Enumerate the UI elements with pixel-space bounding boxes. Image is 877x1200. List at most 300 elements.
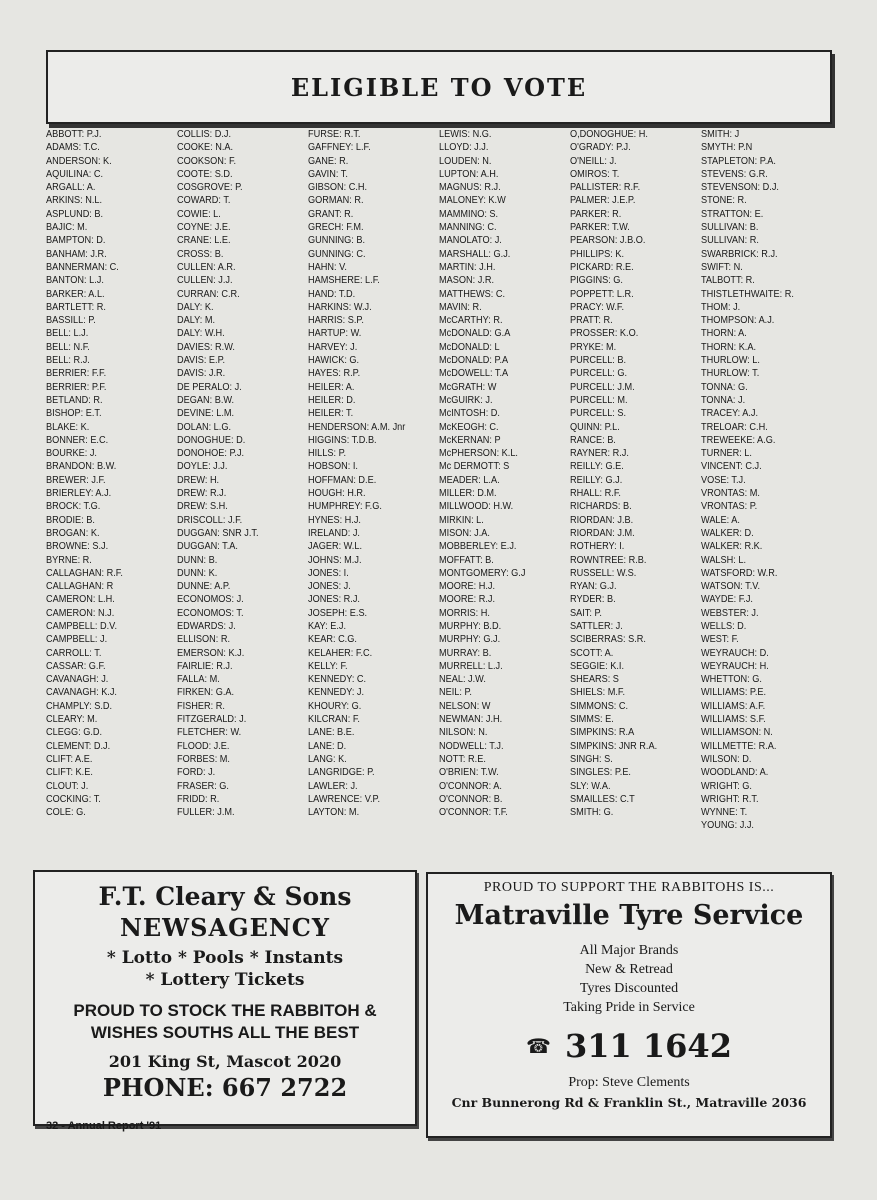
voter-name: LOUDEN: N. bbox=[439, 155, 492, 167]
voter-name: THURLOW: T. bbox=[701, 368, 760, 380]
voter-name: DONOGHUE: D. bbox=[177, 434, 246, 446]
voter-name: WYNNE: T. bbox=[701, 807, 748, 819]
voter-name: BYRNE: R. bbox=[46, 554, 92, 566]
ad-service-item: Tyres Discounted bbox=[579, 981, 679, 996]
page-footer: 32 - Annual Report '91 bbox=[46, 1120, 162, 1132]
voter-name: PURCELL: G. bbox=[570, 368, 628, 380]
voter-name: LANE: D. bbox=[308, 740, 347, 752]
voter-name: MURPHY: G.J. bbox=[439, 634, 501, 646]
voter-name: WATSFORD: W.R. bbox=[701, 567, 778, 579]
voter-name: WILLIAMS: P.E. bbox=[701, 687, 767, 699]
voter-name: DAVIS: E.P. bbox=[177, 355, 226, 367]
voter-name: COWARD: T. bbox=[177, 195, 231, 207]
voter-column-6 bbox=[701, 128, 832, 858]
ad-business-type: NEWSAGENCY bbox=[119, 913, 331, 942]
voter-name: THURLOW: L. bbox=[701, 355, 760, 367]
voter-name: RANCE: B. bbox=[570, 434, 616, 446]
voter-name: SATTLER: J. bbox=[570, 620, 623, 632]
voter-name: SMYTH: P.N bbox=[701, 142, 753, 154]
voter-name: SINGH: S. bbox=[570, 753, 613, 765]
voter-name: BERRIER: P.F. bbox=[46, 381, 107, 393]
voter-name: WEBSTER: J. bbox=[701, 607, 759, 619]
voter-name: WILSON: D. bbox=[701, 753, 752, 765]
ad-message-line: WISHES SOUTHS ALL THE BEST bbox=[90, 1023, 360, 1042]
voter-name: PARKER: R. bbox=[570, 208, 622, 220]
voter-name: PEARSON: J.B.O. bbox=[570, 235, 646, 247]
voter-name: BRIERLEY: A.J. bbox=[46, 488, 112, 500]
voter-name: FLOOD: J.E. bbox=[177, 740, 230, 752]
voter-name: COOTE: S.D. bbox=[177, 168, 233, 180]
ad-business-name: Matraville Tyre Service bbox=[454, 900, 804, 931]
voter-name: CAMPBELL: D.V. bbox=[46, 620, 118, 632]
voter-name: BELL: R.J. bbox=[46, 355, 90, 367]
voter-name: BAMPTON: D. bbox=[46, 235, 106, 247]
voter-name: BROCK: T.G. bbox=[46, 501, 101, 513]
voter-name: DREW: S.H. bbox=[177, 501, 228, 513]
voter-name: BANNERMAN: C. bbox=[46, 261, 119, 273]
voter-name: BERRIER: F.F. bbox=[46, 368, 107, 380]
ad-business-name: F.T. Cleary & Sons bbox=[98, 882, 352, 911]
voter-name: O'NEILL: J. bbox=[570, 155, 617, 167]
voter-name: MATTHEWS: C. bbox=[439, 288, 506, 300]
voter-name: BROGAN: K. bbox=[46, 527, 100, 539]
voter-name: SIMMONS: C. bbox=[570, 700, 629, 712]
voter-name: SWARBRICK: R.J. bbox=[701, 248, 778, 260]
ad-proprietor: Prop: Steve Clements bbox=[568, 1075, 690, 1090]
voter-name: SCIBERRAS: S.R. bbox=[570, 634, 646, 646]
voter-column-2 bbox=[177, 128, 308, 858]
voter-name: PRACY: W.F. bbox=[570, 301, 625, 313]
voter-name: COOKE: N.A. bbox=[177, 142, 234, 154]
voter-name: VRONTAS: P. bbox=[701, 501, 758, 513]
voter-name: SWIFT: N. bbox=[701, 261, 743, 273]
voter-name: FAIRLIE: R.J. bbox=[177, 660, 233, 672]
voter-name: THISTLETHWAITE: R. bbox=[701, 288, 794, 300]
voter-name: CAMPBELL: J. bbox=[46, 634, 108, 646]
voter-name: DAVIS: J.R. bbox=[177, 368, 226, 380]
voter-name: BANTON: L.J. bbox=[46, 275, 104, 287]
voter-name: FISHER: R. bbox=[177, 700, 225, 712]
voter-name: SULLIVAN: R. bbox=[701, 235, 759, 247]
voter-name: GIBSON: C.H. bbox=[308, 182, 368, 194]
voter-name: HOBSON: I. bbox=[308, 461, 358, 473]
voter-name: PRYKE: M. bbox=[570, 341, 617, 353]
voter-name: NODWELL: T.J. bbox=[439, 740, 504, 752]
voter-name: PROSSER: K.O. bbox=[570, 328, 639, 340]
voter-name: McKEOGH: C. bbox=[439, 421, 499, 433]
voter-name: GUNNING: C. bbox=[308, 248, 366, 260]
voter-name: AQUILINA: C. bbox=[46, 168, 104, 180]
voter-name: Mc DERMOTT: S bbox=[439, 461, 510, 473]
voter-name: STEVENSON: D.J. bbox=[701, 182, 779, 194]
voter-name: KEAR: C.G. bbox=[308, 634, 357, 646]
newsagency-ad bbox=[33, 870, 417, 1126]
voter-column-4 bbox=[439, 128, 570, 858]
voter-name: KILCRAN: F. bbox=[308, 714, 360, 726]
voter-name: SCOTT: A. bbox=[570, 647, 614, 659]
voter-name: BETLAND: R. bbox=[46, 394, 103, 406]
voter-name: PURCELL: M. bbox=[570, 394, 628, 406]
voter-name: MURPHY: B.D. bbox=[439, 620, 502, 632]
voter-name: TONNA: G. bbox=[701, 381, 748, 393]
voter-name: WOODLAND: A. bbox=[701, 767, 769, 779]
voter-name: FULLER: J.M. bbox=[177, 807, 235, 819]
voter-name: HYNES: H.J. bbox=[308, 514, 361, 526]
voter-name: MILLER: D.M. bbox=[439, 488, 497, 500]
voter-name: FALLA: M. bbox=[177, 674, 220, 686]
voter-name: DUNN: K. bbox=[177, 567, 218, 579]
voter-name: COLE: G. bbox=[46, 807, 86, 819]
voter-name: DE PERALO: J. bbox=[177, 381, 242, 393]
voter-name: DUNNE: A.P. bbox=[177, 581, 231, 593]
voter-name: STRATTON: E. bbox=[701, 208, 764, 220]
voter-name: DUGGAN: T.A. bbox=[177, 541, 238, 553]
voter-name: MAVIN: R. bbox=[439, 301, 482, 313]
voter-name: NEAL: J.W. bbox=[439, 674, 486, 686]
voter-name: PICKARD: R.E. bbox=[570, 261, 634, 273]
voter-name: WILLIAMSON: N. bbox=[701, 727, 773, 739]
voter-name: CAMERON: L.H. bbox=[46, 594, 115, 606]
voter-name: WELLS: D. bbox=[701, 620, 747, 632]
voter-name: KENNEDY: J. bbox=[308, 687, 365, 699]
voter-name: ELLISON: R. bbox=[177, 634, 231, 646]
voter-name: KELAHER: F.C. bbox=[308, 647, 373, 659]
voter-name: WRIGHT: R.T. bbox=[701, 793, 759, 805]
ad-address: 201 King St, Mascot 2020 bbox=[108, 1052, 342, 1071]
voter-name: McKERNAN: P bbox=[439, 434, 501, 446]
voter-name: BAJIC: M. bbox=[46, 222, 88, 234]
ad-phone: 311 1642 bbox=[564, 1027, 732, 1065]
voter-name: CLOUT: J. bbox=[46, 780, 89, 792]
title-banner bbox=[46, 50, 832, 124]
voter-name: BOURKE: J. bbox=[46, 448, 97, 460]
voter-name: HENDERSON: A.M. Jnr bbox=[308, 421, 406, 433]
voter-name: MARTIN: J.H. bbox=[439, 261, 496, 273]
voter-name: LANGRIDGE: P. bbox=[308, 767, 375, 779]
voter-name: RYAN: G.J. bbox=[570, 581, 617, 593]
voter-name: SLY: W.A. bbox=[570, 780, 611, 792]
voter-name: BASSILL: P. bbox=[46, 315, 96, 327]
voter-name: HAMSHERE: L.F. bbox=[308, 275, 380, 287]
voter-name: CLEMENT: D.J. bbox=[46, 740, 111, 752]
voter-name: McGRATH: W bbox=[439, 381, 497, 393]
voter-name: COYNE: J.E. bbox=[177, 222, 231, 234]
voter-name: DALY: M. bbox=[177, 315, 216, 327]
voter-name: HARTUP: W. bbox=[308, 328, 362, 340]
voter-name: TRELOAR: C.H. bbox=[701, 421, 768, 433]
voter-name: PALLISTER: R.F. bbox=[570, 182, 641, 194]
voter-name: CHAMPLY: S.D. bbox=[46, 700, 113, 712]
voter-name: NELSON: W bbox=[439, 700, 491, 712]
voter-name: HAND: T.D. bbox=[308, 288, 356, 300]
voter-name: WAYDE: F.J. bbox=[701, 594, 753, 606]
voter-name: JAGER: W.L. bbox=[308, 541, 363, 553]
voter-name: ANDERSON: K. bbox=[46, 155, 112, 167]
voter-name: BARKER: A.L. bbox=[46, 288, 105, 300]
voter-column-1 bbox=[46, 128, 177, 858]
voter-name: DUNN: B. bbox=[177, 554, 218, 566]
voter-name: GANE: R. bbox=[308, 155, 349, 167]
voter-name: CALLAGHAN: R bbox=[46, 581, 114, 593]
voter-name: BELL: N.F. bbox=[46, 341, 90, 353]
voter-name: MALONEY: K.W bbox=[439, 195, 506, 207]
voter-name: MOORE: H.J. bbox=[439, 581, 496, 593]
voter-name: SIMPKINS: JNR R.A. bbox=[570, 740, 658, 752]
voter-name: O'CONNOR: A. bbox=[439, 780, 502, 792]
voter-name: SHEARS: S bbox=[570, 674, 619, 686]
telephone-icon: ☎ bbox=[526, 1034, 551, 1058]
voter-name: CASSAR: G.F. bbox=[46, 660, 106, 672]
voter-name: WRIGHT: G. bbox=[701, 780, 752, 792]
voter-name: EMERSON: K.J. bbox=[177, 647, 245, 659]
voter-list bbox=[46, 128, 836, 858]
voter-column-5 bbox=[570, 128, 701, 858]
voter-name: RIORDAN: J.B. bbox=[570, 514, 634, 526]
voter-name: LLOYD: J.J. bbox=[439, 142, 489, 154]
voter-name: ARGALL: A. bbox=[46, 182, 96, 194]
voter-name: DRISCOLL: J.F. bbox=[177, 514, 243, 526]
voter-name: DAVIES: R.W. bbox=[177, 341, 235, 353]
voter-name: CRANE: L.E. bbox=[177, 235, 231, 247]
voter-name: WEYRAUCH: H. bbox=[701, 660, 769, 672]
voter-name: COLLIS: D.J. bbox=[177, 129, 232, 140]
voter-name: JOHNS: M.J. bbox=[308, 554, 362, 566]
voter-name: PURCELL: B. bbox=[570, 355, 627, 367]
voter-name: BELL: L.J. bbox=[46, 328, 89, 340]
ad-tagline: PROUD TO SUPPORT THE RABBITOHS IS... bbox=[483, 880, 775, 895]
voter-name: GRANT: R. bbox=[308, 208, 354, 220]
voter-name: WILLMETTE: R.A. bbox=[701, 740, 777, 752]
voter-name: BRODIE: B. bbox=[46, 514, 95, 526]
voter-name: VRONTAS: M. bbox=[701, 488, 760, 500]
voter-name: DEVINE: L.M. bbox=[177, 408, 235, 420]
voter-name: TONNA: J. bbox=[701, 394, 746, 406]
voter-name: ECONOMOS: T. bbox=[177, 607, 244, 619]
voter-name: McDONALD: P.A bbox=[439, 355, 509, 367]
tyre-service-ad bbox=[426, 872, 832, 1138]
voter-name: KAY: E.J. bbox=[308, 620, 347, 632]
voter-name: WEST: F. bbox=[701, 634, 739, 646]
voter-name: LANG: K. bbox=[308, 753, 347, 765]
voter-name: HEILER: T. bbox=[308, 408, 354, 420]
voter-name: CROSS: B. bbox=[177, 248, 224, 260]
voter-name: DOLAN: L.G. bbox=[177, 421, 232, 433]
voter-name: ABBOTT: P.J. bbox=[46, 129, 102, 140]
voter-name: WATSON: T.V. bbox=[701, 581, 761, 593]
voter-name: SULLIVAN: B. bbox=[701, 222, 759, 234]
voter-name: FURSE: R.T. bbox=[308, 129, 361, 140]
voter-name: SMITH: G. bbox=[570, 807, 614, 819]
voter-name: SIMMS: E. bbox=[570, 714, 614, 726]
voter-name: DREW: R.J. bbox=[177, 488, 227, 500]
voter-name: LANE: B.E. bbox=[308, 727, 355, 739]
voter-name: O,DONOGHUE: H. bbox=[570, 129, 648, 140]
voter-name: PALMER: J.E.P. bbox=[570, 195, 636, 207]
voter-name: CAVANAGH: K.J. bbox=[46, 687, 117, 699]
voter-name: FIRKEN: G.A. bbox=[177, 687, 235, 699]
voter-name: MOFFATT: B. bbox=[439, 554, 494, 566]
voter-name: FRIDD: R. bbox=[177, 793, 220, 805]
voter-name: HOFFMAN: D.E. bbox=[308, 474, 377, 486]
voter-name: CALLAGHAN: R.F. bbox=[46, 567, 123, 579]
voter-name: POPPETT: L.R. bbox=[570, 288, 634, 300]
voter-name: LEWIS: N.G. bbox=[439, 129, 492, 140]
voter-name: CULLEN: A.R. bbox=[177, 261, 236, 273]
voter-name: PHILLIPS: K. bbox=[570, 248, 625, 260]
voter-name: THOMPSON: A.J. bbox=[701, 315, 775, 327]
voter-name: MAGNUS: R.J. bbox=[439, 182, 501, 194]
voter-name: CLIFT: K.E. bbox=[46, 767, 93, 779]
voter-name: MAMMINO: S. bbox=[439, 208, 499, 220]
voter-name: SEGGIE: K.I. bbox=[570, 660, 625, 672]
voter-name: COCKING: T. bbox=[46, 793, 101, 805]
voter-name: MURRELL: L.J. bbox=[439, 660, 503, 672]
voter-name: JOSEPH: E.S. bbox=[308, 607, 368, 619]
voter-name: CARROLL: T. bbox=[46, 647, 102, 659]
voter-name: RHALL: R.F. bbox=[570, 488, 621, 500]
voter-name: MONTGOMERY: G.J bbox=[439, 567, 526, 579]
voter-name: MARSHALL: G.J. bbox=[439, 248, 511, 260]
voter-name: O'CONNOR: B. bbox=[439, 793, 503, 805]
voter-name: LAYTON: M. bbox=[308, 807, 360, 819]
voter-name: DALY: K. bbox=[177, 301, 214, 313]
voter-name: McDOWELL: T.A bbox=[439, 368, 509, 380]
ad-service-item: New & Retread bbox=[585, 962, 673, 977]
voter-name: McDONALD: G.A bbox=[439, 328, 511, 340]
voter-name: LUPTON: A.H. bbox=[439, 168, 499, 180]
voter-name: KHOURY: G. bbox=[308, 700, 362, 712]
voter-name: HIGGINS: T.D.B. bbox=[308, 434, 377, 446]
voter-name: SMAILLES: C.T bbox=[570, 793, 635, 805]
voter-name: VINCENT: C.J. bbox=[701, 461, 762, 473]
voter-name: RUSSELL: W.S. bbox=[570, 567, 637, 579]
voter-name: GAVIN: T. bbox=[308, 168, 348, 180]
voter-name: MANOLATO: J. bbox=[439, 235, 502, 247]
voter-name: MASON: J.R. bbox=[439, 275, 495, 287]
voter-name: BRANDON: B.W. bbox=[46, 461, 117, 473]
voter-name: PIGGINS: G. bbox=[570, 275, 623, 287]
voter-name: DONOHOE: P.J. bbox=[177, 448, 245, 460]
voter-name: BROWNE: S.J. bbox=[46, 541, 109, 553]
voter-name: REILLY: G.J. bbox=[570, 474, 623, 486]
voter-name: RAYNER: R.J. bbox=[570, 448, 629, 460]
voter-name: PRATT: R. bbox=[570, 315, 613, 327]
voter-name: WALKER: D. bbox=[701, 527, 754, 539]
voter-name: GORMAN: R. bbox=[308, 195, 364, 207]
voter-name: ARKINS: N.L. bbox=[46, 195, 103, 207]
ad-products-line: * Lottery Tickets bbox=[145, 970, 305, 990]
voter-name: GAFFNEY: L.F. bbox=[308, 142, 371, 154]
voter-name: CLEGG: G.D. bbox=[46, 727, 103, 739]
voter-name: BISHOP: E.T. bbox=[46, 408, 102, 420]
voter-name: DREW: H. bbox=[177, 474, 220, 486]
ad-products-line: * Lotto * Pools * Instants bbox=[106, 948, 344, 968]
ad-address: Cnr Bunnerong Rd & Franklin St., Matraville 2036 bbox=[451, 1095, 807, 1110]
voter-name: THOM: J. bbox=[701, 301, 741, 313]
voter-name: KELLY: F. bbox=[308, 660, 348, 672]
voter-name: WILLIAMS: S.F. bbox=[701, 714, 766, 726]
voter-name: CAVANAGH: J. bbox=[46, 674, 109, 686]
voter-name: WHETTON: G. bbox=[701, 674, 762, 686]
voter-name: BONNER: E.C. bbox=[46, 434, 109, 446]
voter-name: MORRIS: H. bbox=[439, 607, 490, 619]
voter-name: ROTHERY: I. bbox=[570, 541, 625, 553]
voter-name: MISON: J.A. bbox=[439, 527, 490, 539]
voter-name: COOKSON: F. bbox=[177, 155, 237, 167]
voter-name: MANNING: C. bbox=[439, 222, 497, 234]
voter-name: O'GRADY: P.J. bbox=[570, 142, 631, 154]
voter-name: THORN: A. bbox=[701, 328, 747, 340]
voter-name: HEILER: A. bbox=[308, 381, 355, 393]
voter-name: STAPLETON: P.A. bbox=[701, 155, 776, 167]
voter-name: BANHAM: J.R. bbox=[46, 248, 107, 260]
voter-name: ADAMS: T.C. bbox=[46, 142, 100, 154]
voter-name: SHIELS: M.F. bbox=[570, 687, 626, 699]
voter-name: NILSON: N. bbox=[439, 727, 488, 739]
voter-name: DOYLE: J.J. bbox=[177, 461, 228, 473]
voter-name: RICHARDS: B. bbox=[570, 501, 632, 513]
ad-message bbox=[35, 1000, 415, 1044]
voter-name: McDONALD: L bbox=[439, 341, 500, 353]
ad-service-item: All Major Brands bbox=[579, 943, 679, 958]
voter-name: STEVENS: G.R. bbox=[701, 168, 768, 180]
voter-name: WALSH: L. bbox=[701, 554, 747, 566]
voter-name: TURNER: L. bbox=[701, 448, 752, 460]
voter-name: JONES: J. bbox=[308, 581, 351, 593]
voter-name: VOSE: T.J. bbox=[701, 474, 746, 486]
voter-name: FLETCHER: W. bbox=[177, 727, 242, 739]
voter-name: RYDER: B. bbox=[570, 594, 616, 606]
voter-name: McPHERSON: K.L. bbox=[439, 448, 518, 460]
voter-name: NOTT: R.E. bbox=[439, 753, 486, 765]
voter-name: SINGLES: P.E. bbox=[570, 767, 631, 779]
voter-name: PURCELL: S. bbox=[570, 408, 627, 420]
voter-name: PARKER: T.W. bbox=[570, 222, 630, 234]
ad-message-line: PROUD TO STOCK THE RABBITOH & bbox=[73, 1001, 377, 1020]
voter-name: WALE: A. bbox=[701, 514, 740, 526]
voter-name: FORBES: M. bbox=[177, 753, 230, 765]
voter-column-3 bbox=[308, 128, 439, 858]
voter-name: PURCELL: J.M. bbox=[570, 381, 635, 393]
voter-name: HEILER: D. bbox=[308, 394, 356, 406]
voter-name: EDWARDS: J. bbox=[177, 620, 236, 632]
voter-name: YOUNG: J.J. bbox=[701, 820, 754, 832]
voter-name: KENNEDY: C. bbox=[308, 674, 367, 686]
voter-name: ECONOMOS: J. bbox=[177, 594, 244, 606]
voter-name: McGUIRK: J. bbox=[439, 394, 493, 406]
voter-name: WEYRAUCH: D. bbox=[701, 647, 769, 659]
voter-name: GUNNING: B. bbox=[308, 235, 366, 247]
voter-name: REILLY: G.E. bbox=[570, 461, 624, 473]
voter-name: WILLIAMS: A.F. bbox=[701, 700, 766, 712]
voter-name: ASPLUND: B. bbox=[46, 208, 104, 220]
voter-name: BLAKE: K. bbox=[46, 421, 90, 433]
voter-name: HILLS: P. bbox=[308, 448, 347, 460]
voter-name: O'BRIEN: T.W. bbox=[439, 767, 499, 779]
voter-name: SAIT: P. bbox=[570, 607, 602, 619]
voter-name: IRELAND: J. bbox=[308, 527, 360, 539]
voter-name: COSGROVE: P. bbox=[177, 182, 243, 194]
voter-name: TREWEEKE: A.G. bbox=[701, 434, 776, 446]
voter-name: MIRKIN: L. bbox=[439, 514, 484, 526]
voter-name: BARTLETT: R. bbox=[46, 301, 106, 313]
voter-name: HARVEY: J. bbox=[308, 341, 358, 353]
voter-name: HARKINS: W.J. bbox=[308, 301, 372, 313]
voter-name: HUMPHREY: F.G. bbox=[308, 501, 382, 513]
ad-service-item: Taking Pride in Service bbox=[563, 1000, 695, 1015]
voter-name: ROWNTREE: R.B. bbox=[570, 554, 647, 566]
voter-name: HAWICK: G. bbox=[308, 355, 360, 367]
